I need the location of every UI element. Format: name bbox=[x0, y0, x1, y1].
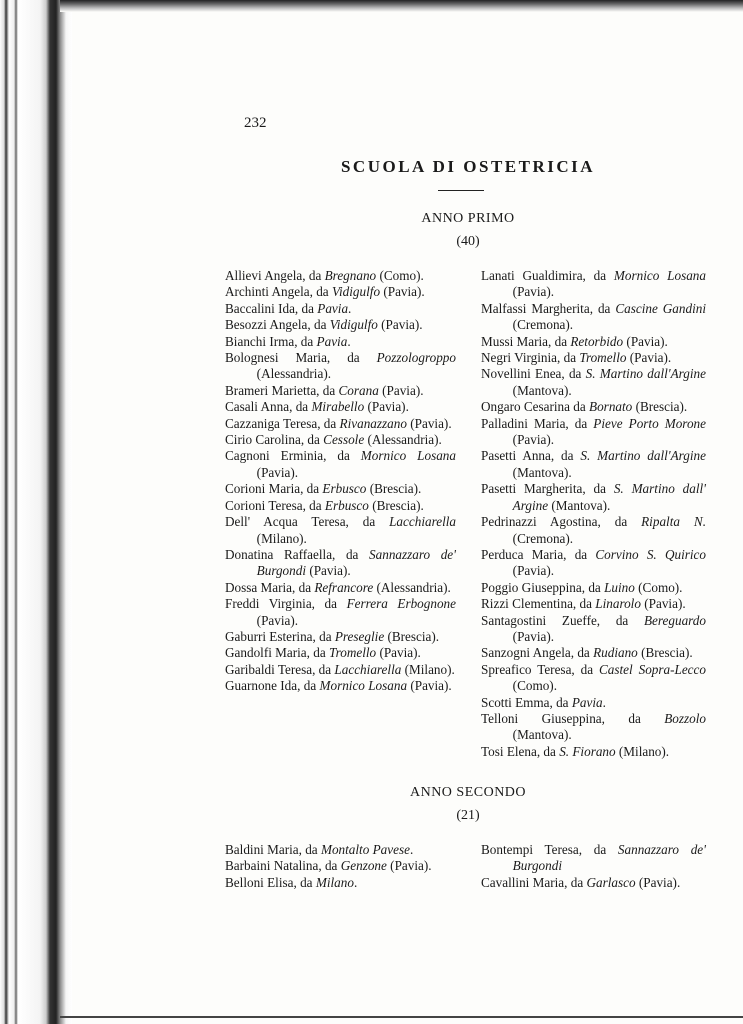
place-name: Vidigulfo bbox=[329, 317, 378, 333]
person-name: Mussi Maria, da bbox=[481, 333, 571, 349]
province: (Pavia). bbox=[406, 415, 452, 431]
place-name: Castel Sopra-Lecco bbox=[598, 661, 706, 677]
province: (Cremona). bbox=[512, 530, 574, 546]
place-name: S. Martino dall'Argine bbox=[585, 366, 706, 382]
place-name: Bornato bbox=[589, 399, 633, 415]
list-item bbox=[225, 317, 456, 333]
list-column-left bbox=[225, 268, 456, 695]
list-column-left-2 bbox=[225, 842, 456, 891]
province: (Pavia). bbox=[512, 628, 555, 644]
person-name: Guarnone Ida, da bbox=[225, 678, 320, 694]
place-name: S. Martino dall' Argine bbox=[512, 481, 706, 513]
list-item bbox=[481, 662, 706, 695]
person-name: Telloni Giuseppina, da bbox=[481, 710, 665, 726]
province: (Como). bbox=[634, 579, 683, 595]
scan-bottom-edge bbox=[60, 1016, 743, 1018]
list-item bbox=[225, 547, 456, 580]
place-name: Erbusco bbox=[324, 497, 369, 513]
list-item bbox=[225, 678, 456, 694]
title-divider bbox=[438, 190, 484, 191]
person-name: Bolognesi Maria, da bbox=[225, 350, 377, 366]
list-item bbox=[225, 875, 456, 891]
place-name: S. Fiorano bbox=[559, 743, 616, 759]
list-item bbox=[225, 842, 456, 858]
province: (Brescia). bbox=[632, 399, 688, 415]
place-name: Bereguardo bbox=[643, 612, 706, 628]
person-name: Dell' Acqua Teresa, da bbox=[225, 514, 390, 530]
section-count-anno-primo: (40) bbox=[456, 234, 480, 249]
place-name: Lacchiarella bbox=[389, 514, 456, 530]
place-name: Linarolo bbox=[595, 596, 641, 612]
province: (Alessandria). bbox=[373, 579, 451, 595]
province: (Cremona). bbox=[512, 317, 574, 333]
place-name: Tromello bbox=[329, 645, 377, 661]
list-item bbox=[225, 858, 456, 874]
province: . bbox=[353, 874, 358, 890]
list-item bbox=[481, 744, 706, 760]
person-name: Negri Virginia, da bbox=[481, 350, 580, 366]
list-item bbox=[481, 842, 706, 875]
province: (Pavia). bbox=[364, 399, 409, 415]
list-item bbox=[481, 399, 706, 415]
person-name: Besozzi Angela, da bbox=[225, 317, 330, 333]
province: (Pavia). bbox=[512, 563, 555, 579]
list-item bbox=[225, 580, 456, 596]
person-name: Sanzogni Angela, da bbox=[481, 645, 594, 661]
province: (Pavia). bbox=[306, 563, 351, 579]
province: (Mantova). bbox=[512, 382, 572, 398]
person-name: Pasetti Margherita, da bbox=[481, 481, 614, 497]
province: (Pavia). bbox=[256, 612, 299, 628]
place-name: Ferrera Erbognone bbox=[346, 596, 456, 612]
province: (Mantova). bbox=[512, 727, 572, 743]
person-name: Corioni Maria, da bbox=[225, 481, 323, 497]
section-count-anno-secondo: (21) bbox=[456, 808, 480, 823]
person-name: Spreafico Teresa, da bbox=[481, 661, 599, 677]
person-name: Bianchi Irma, da bbox=[225, 333, 317, 349]
place-name: Genzone bbox=[340, 858, 387, 874]
person-name: Freddi Virginia, da bbox=[225, 596, 347, 612]
place-name: Mornico Losana bbox=[360, 448, 456, 464]
place-name: Pavia bbox=[317, 300, 349, 316]
place-name: Cascine Gandini bbox=[615, 300, 706, 316]
list-item bbox=[481, 514, 706, 547]
page-number: 232 bbox=[244, 115, 267, 131]
province: (Mantova). bbox=[512, 464, 572, 480]
list-item bbox=[481, 366, 706, 399]
place-name: Ripalta N. bbox=[641, 514, 706, 530]
list-item bbox=[225, 416, 456, 432]
place-name: Vidigulfo bbox=[331, 284, 381, 300]
person-name: Ongaro Cesarina da bbox=[481, 399, 590, 415]
person-name: Malfassi Margherita, da bbox=[481, 300, 616, 316]
place-name: Lacchiarella bbox=[334, 661, 402, 677]
list-item bbox=[225, 498, 456, 514]
province: (Brescia). bbox=[366, 481, 422, 497]
list-item bbox=[225, 662, 456, 678]
list-column-right-2 bbox=[481, 842, 706, 891]
province: (Brescia). bbox=[384, 628, 440, 644]
person-name: Baldini Maria, da bbox=[225, 842, 321, 857]
place-name: Sannazzaro de' Burgondi bbox=[512, 842, 706, 874]
place-name: Mornico Losana bbox=[319, 678, 408, 694]
place-name: Retorbido bbox=[570, 333, 624, 349]
province: (Alessandria). bbox=[364, 432, 442, 448]
list-item bbox=[225, 448, 456, 481]
list-item bbox=[225, 514, 456, 547]
list-item bbox=[225, 350, 456, 383]
province: (Pavia). bbox=[380, 284, 425, 300]
person-name: Palladini Maria, da bbox=[481, 415, 594, 431]
place-name: Corvino S. Quirico bbox=[595, 546, 706, 562]
person-name: Belloni Elisa, da bbox=[225, 874, 316, 890]
place-name: Rivanazzano bbox=[339, 415, 407, 431]
person-name: Perduca Maria, da bbox=[481, 546, 596, 562]
list-item bbox=[481, 350, 706, 366]
place-name: Refrancore bbox=[314, 579, 374, 595]
province: (Milano). bbox=[401, 661, 455, 677]
list-item bbox=[481, 711, 706, 744]
list-item bbox=[225, 629, 456, 645]
place-name: Sannazzaro de' Burgondi bbox=[256, 546, 456, 579]
list-item bbox=[481, 448, 706, 481]
book-binding-edge bbox=[0, 0, 72, 1024]
list-item bbox=[225, 432, 456, 448]
person-name: Brameri Marietta, da bbox=[225, 382, 339, 398]
list-item bbox=[481, 268, 706, 301]
person-name: Corioni Teresa, da bbox=[225, 497, 325, 513]
list-item bbox=[481, 613, 706, 646]
province: (Pavia). bbox=[376, 645, 421, 661]
person-name: Tosi Elena, da bbox=[481, 743, 560, 759]
list-item bbox=[225, 334, 456, 350]
list-item bbox=[225, 645, 456, 661]
place-name: Milano bbox=[315, 874, 354, 890]
place-name: S. Martino dall'Argine bbox=[580, 448, 707, 464]
list-item bbox=[225, 399, 456, 415]
person-name: Pedrinazzi Agostina, da bbox=[481, 514, 642, 530]
person-name: Garibaldi Teresa, da bbox=[225, 661, 335, 677]
place-name: Rudiano bbox=[593, 645, 638, 661]
person-name: Cagnoni Erminia, da bbox=[225, 448, 361, 464]
province: (Como). bbox=[376, 268, 424, 283]
list-item bbox=[481, 416, 706, 449]
person-name: Lanati Gualdimira, da bbox=[481, 268, 614, 283]
province: (Mantova). bbox=[548, 497, 611, 513]
list-item bbox=[481, 596, 706, 612]
list-item bbox=[481, 334, 706, 350]
list-item bbox=[225, 301, 456, 317]
person-name: Scotti Emma, da bbox=[481, 694, 572, 710]
province: (Alessandria). bbox=[256, 366, 332, 382]
province: (Brescia). bbox=[368, 497, 424, 513]
list-item bbox=[225, 383, 456, 399]
person-name: Bontempi Teresa, da bbox=[481, 842, 618, 857]
person-name: Novellini Enea, da bbox=[481, 366, 586, 382]
place-name: Mirabello bbox=[311, 399, 365, 415]
list-item bbox=[481, 481, 706, 514]
place-name: Pieve Porto Morone bbox=[593, 415, 706, 431]
place-name: Luino bbox=[604, 579, 635, 595]
person-name: Allievi Angela, da bbox=[225, 268, 325, 283]
list-item bbox=[481, 695, 706, 711]
province: (Brescia). bbox=[637, 645, 693, 661]
province: (Pavia). bbox=[512, 432, 555, 448]
list-item bbox=[481, 580, 706, 596]
section-heading-anno-secondo: ANNO SECONDO bbox=[409, 785, 527, 800]
person-name: Cavallini Maria, da bbox=[481, 874, 587, 890]
province: . bbox=[602, 694, 606, 710]
place-name: Bregnano bbox=[324, 268, 377, 283]
province: (Pavia). bbox=[378, 382, 424, 398]
person-name: Santagostini Zueffe, da bbox=[481, 612, 644, 628]
province: (Pavia). bbox=[512, 284, 555, 300]
person-name: Cirio Carolina, da bbox=[225, 432, 324, 448]
province: (Pavia). bbox=[256, 464, 299, 480]
page-title: SCUOLA DI OSTETRICIA bbox=[340, 157, 596, 176]
place-name: Cessole bbox=[323, 432, 365, 448]
place-name: Montalto Pavese bbox=[320, 842, 410, 857]
person-name: Casali Anna, da bbox=[225, 399, 312, 415]
place-name: Mornico Losana bbox=[613, 268, 706, 283]
province: (Milano). bbox=[615, 743, 670, 759]
person-name: Cazzaniga Teresa, da bbox=[225, 415, 340, 431]
place-name: Pavia bbox=[316, 333, 348, 349]
person-name: Poggio Giuseppina, da bbox=[481, 579, 605, 595]
person-name: Baccalini Ida, da bbox=[225, 300, 318, 316]
place-name: Pavia bbox=[571, 694, 603, 710]
person-name: Archinti Angela, da bbox=[225, 284, 332, 300]
person-name: Barbaini Natalina, da bbox=[225, 858, 341, 874]
province: . bbox=[348, 300, 352, 316]
place-name: Preseglie bbox=[334, 628, 385, 644]
province: (Pavia). bbox=[377, 317, 423, 333]
scan-top-edge bbox=[60, 0, 743, 12]
list-item bbox=[481, 645, 706, 661]
province: (Pavia). bbox=[407, 678, 452, 694]
list-item bbox=[225, 481, 456, 497]
person-name: Gandolfi Maria, da bbox=[225, 645, 329, 661]
province: (Pavia). bbox=[386, 858, 432, 874]
place-name: Garlasco bbox=[586, 874, 636, 890]
place-name: Bozzolo bbox=[664, 710, 706, 726]
list-item bbox=[481, 301, 706, 334]
province: (Pavia). bbox=[635, 874, 681, 890]
province: (Pavia). bbox=[640, 596, 686, 612]
list-item bbox=[481, 547, 706, 580]
list-item bbox=[225, 596, 456, 629]
person-name: Pasetti Anna, da bbox=[481, 448, 581, 464]
person-name: Donatina Raffaella, da bbox=[225, 546, 370, 562]
province: (Milano). bbox=[256, 530, 307, 546]
place-name: Erbusco bbox=[322, 481, 367, 497]
place-name: Tromello bbox=[579, 350, 627, 366]
place-name: Pozzologroppo bbox=[376, 350, 456, 366]
province: . bbox=[347, 333, 351, 349]
person-name: Rizzi Clementina, da bbox=[481, 596, 596, 612]
section-heading-anno-primo: ANNO PRIMO bbox=[421, 211, 515, 226]
province: (Como). bbox=[512, 678, 557, 694]
list-item bbox=[225, 284, 456, 300]
list-column-right bbox=[481, 268, 706, 760]
place-name: Corana bbox=[338, 382, 379, 398]
person-name: Gaburri Esterina, da bbox=[225, 628, 335, 644]
province: (Pavia). bbox=[626, 350, 672, 366]
province: . bbox=[409, 842, 414, 857]
person-name: Dossa Maria, da bbox=[225, 579, 315, 595]
list-item bbox=[225, 268, 456, 284]
list-item bbox=[481, 875, 706, 891]
province: (Pavia). bbox=[623, 333, 668, 349]
